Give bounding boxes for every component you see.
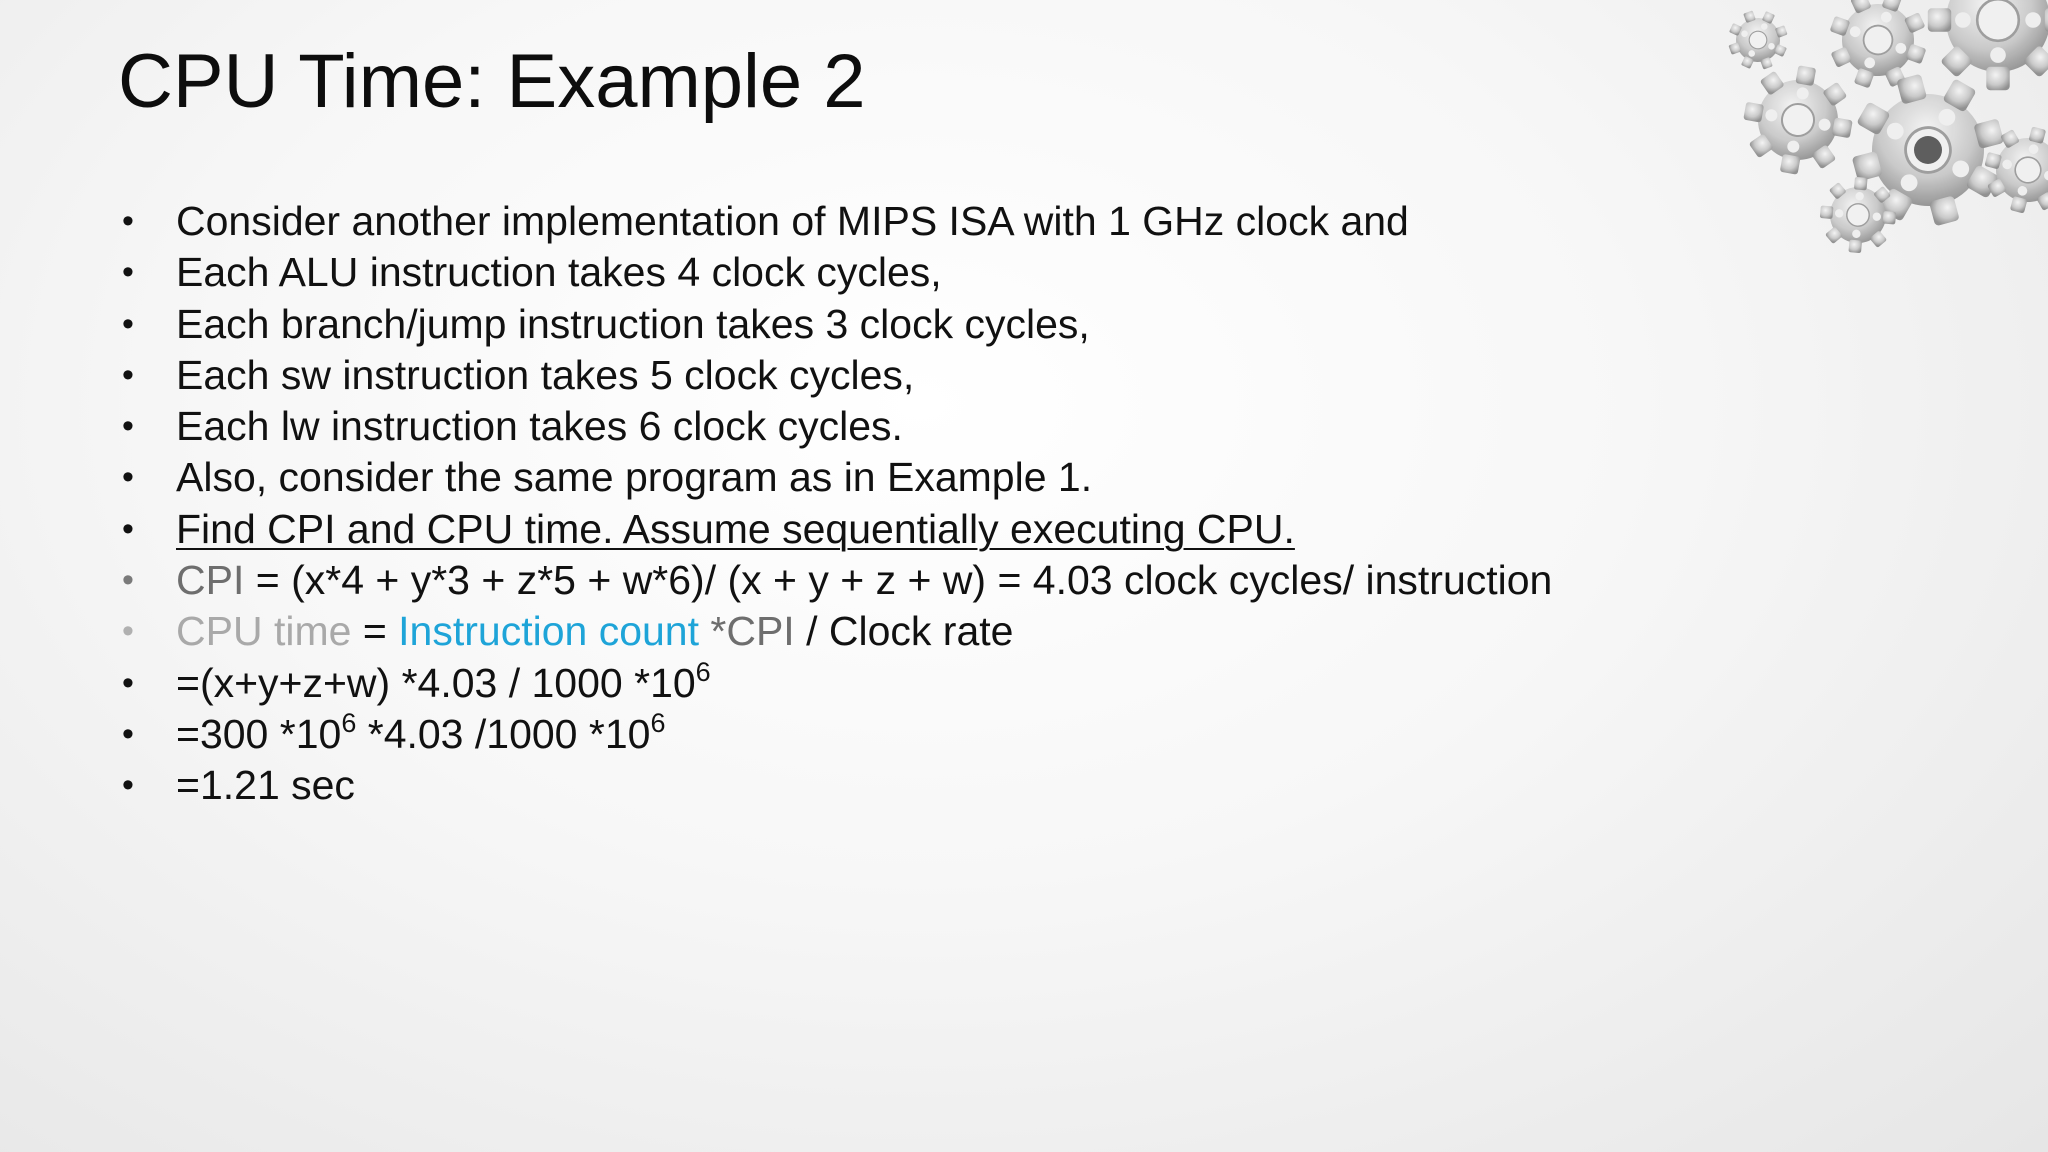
bullet-text: Each lw instruction takes 6 clock cycles. <box>176 403 903 450</box>
result: =1.21 sec <box>176 762 355 809</box>
bullet-2 <box>118 247 1552 298</box>
bullet-text: Each branch/jump instruction takes 3 clock cycles, <box>176 300 1090 347</box>
bullet-cpi-formula <box>118 555 1552 606</box>
bullet-marker: • <box>122 355 134 394</box>
bullet-marker: • <box>122 663 134 702</box>
bullet-marker: • <box>122 253 134 292</box>
bullet-5 <box>118 401 1552 452</box>
bullet-6 <box>118 452 1552 503</box>
bullet-marker: • <box>122 509 134 548</box>
cpi-label: CPI <box>176 557 245 604</box>
cpi-formula: = (x*4 + y*3 + z*5 + w*6)/ (x + y + z + w) = 4.03 clock cycles/ instruction <box>244 557 1553 604</box>
bullet-marker: • <box>122 561 134 600</box>
bullet-marker: • <box>122 458 134 497</box>
bullet-10 <box>118 658 1552 709</box>
bullet-3 <box>118 299 1552 350</box>
bullet-1 <box>118 196 1552 247</box>
exponent: 6 <box>341 707 357 738</box>
gears-icon <box>1628 0 2048 300</box>
bullet-text: Each sw instruction takes 5 clock cycles, <box>176 351 915 398</box>
bullet-marker: • <box>122 304 134 343</box>
clock-rate-term: / Clock rate <box>794 608 1014 655</box>
bullet-marker: • <box>122 766 134 805</box>
equals-sign: = <box>351 608 399 655</box>
cpi-term: *CPI <box>699 608 795 655</box>
bullet-text: Each ALU instruction takes 4 clock cycles, <box>176 249 942 296</box>
bullet-12 <box>118 760 1552 811</box>
exponent: 6 <box>650 707 666 738</box>
bullet-7 <box>118 504 1552 555</box>
calc-step-1: =(x+y+z+w) *4.03 / 1000 *10 <box>176 659 696 706</box>
bullet-text: Consider another implementation of MIPS ISA with 1 GHz clock and <box>176 198 1409 244</box>
bullet-list <box>118 196 1552 812</box>
bullet-marker: • <box>122 202 134 240</box>
exponent: 6 <box>695 656 711 687</box>
calc-step-2a: =300 *10 <box>176 710 342 757</box>
bullet-4 <box>118 350 1552 401</box>
bullet-marker: • <box>122 407 134 446</box>
calc-step-2b: *4.03 /1000 *10 <box>356 710 651 757</box>
bullet-marker: • <box>122 714 134 753</box>
instruction-count-term: Instruction count <box>398 608 699 655</box>
slide-title: CPU Time: Example 2 <box>118 39 866 124</box>
cpu-time-term: CPU time <box>176 608 352 655</box>
bullet-marker: • <box>122 612 134 651</box>
bullet-text: Also, consider the same program as in Example 1. <box>176 454 1093 501</box>
bullet-cpu-time-formula <box>118 606 1552 657</box>
task-statement: Find CPI and CPU time. Assume sequentially executing CPU. <box>176 505 1295 552</box>
bullet-11 <box>118 709 1552 760</box>
